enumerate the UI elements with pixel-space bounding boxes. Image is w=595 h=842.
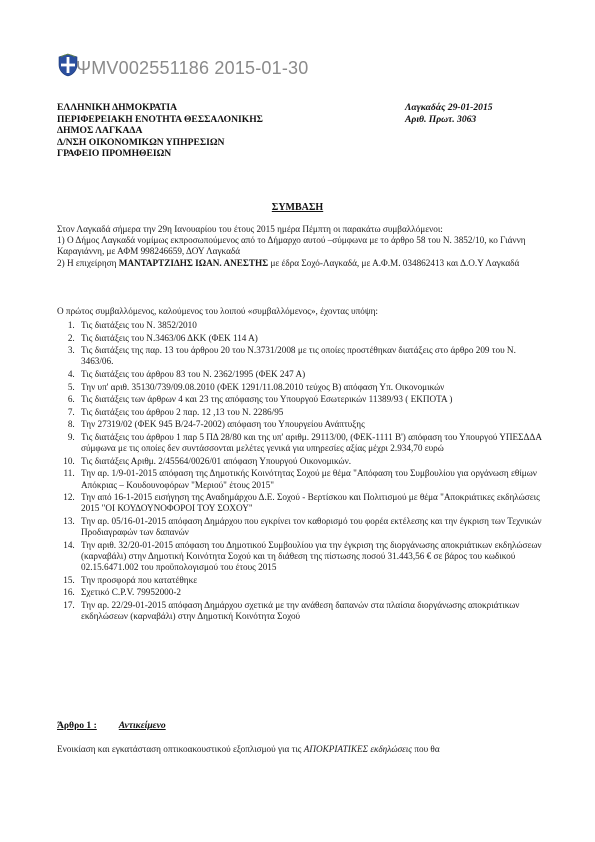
issuer-line: ΕΛΛΗΝΙΚΗ ΔΗΜΟΚΡΑΤΙΑ (57, 102, 178, 113)
list-item: 5. Την υπ' αριθ. 35130/739/09.08.2010 (ΦΕΚ 1291/11.08.2010 τεύχος Β) απόφαση Υπ. Οικονομικών (77, 382, 542, 393)
list-item: 4. Τις διατάξεις του άρθρου 83 του Ν. 2362/1995 (ΦΕΚ 247 Α) (77, 369, 542, 380)
issuer-block (57, 102, 263, 160)
list-item: 17. Την αρ. 22/29-01-2015 απόφαση Δημάρχου σχετικά με την ανάθεση δαπανών στα πλαίσια διοργάνωσης αποκριάτικων εκδηλώσεων (καρναβάλι) στην Δημοτική Κοινότητα Σοχού (77, 600, 542, 622)
intro-line: Στον Λαγκαδά σήμερα την 29η Ιανουαρίου του έτους 2015 ημέρα Πέμπτη οι παρακάτω συμβαλλόμενοι: (57, 224, 443, 234)
party-2-prefix: 2) Η επιχείρηση (57, 257, 119, 268)
list-item: 6. Τις διατάξεις των άρθρων 4 και 23 της απόφασης του Υπουργού Εσωτερικών 11389/93 ( ΕΚΠΟΤΑ ) (77, 394, 542, 405)
considerations-list (57, 320, 542, 624)
list-item: 2. Τις διατάξεις του Ν.3463/06 ΔΚΚ (ΦΕΚ 114 Α) (77, 333, 542, 344)
date-protocol-block (405, 102, 493, 125)
issuer-line: Δ/ΝΣΗ ΟΙΚΟΝΟΜΙΚΩΝ ΥΠΗΡΕΣΙΩΝ (57, 136, 225, 148)
document-title: ΣΥΜΒΑΣΗ (271, 202, 324, 213)
list-item: 7. Τις διατάξεις του άρθρου 2 παρ. 12 ,13 του Ν. 2286/95 (77, 407, 542, 418)
issuer-line: ΓΡΑΦΕΙΟ ΠΡΟΜΗΘΕΙΩΝ (57, 148, 172, 160)
article-heading (57, 720, 166, 731)
article-title: Αντικείμενο (118, 720, 166, 731)
issuer-line: ΠΕΡΙΦΕΡΕΙΑΚΗ ΕΝΟΤΗΤΑ ΘΕΣΣΑΛΟΝΙΚΗΣ (57, 113, 263, 125)
list-item: 15. Την προσφορά που κατατέθηκε (77, 575, 542, 586)
list-item: 3. Τις διατάξεις της παρ. 13 του άρθρου 20 του Ν.3731/2008 με τις οποίες προστέθηκαν διατάξεις στο άρθρο 209 του Ν. 3463/06. (77, 345, 542, 367)
considerations-lead: Ο πρώτος συμβαλλόμενος, καλούμενος του λοιπού «συμβαλλόμενος», έχοντας υπόψη: (57, 306, 378, 316)
list-item: 10. Τις διατάξεις Αριθμ. 2/45564/0026/01 απόφαση Υπουργού Οικονομικών. (77, 456, 542, 467)
list-item: 11. Την αρ. 1/9-01-2015 απόφαση της Δημοτικής Κοινότητας Σοχού με θέμα "Απόφαση του Συμβουλίου για οργάνωση εθίμων Απόκριας – Κουδουνοφόρων "Μεριού" έτους 2015" (77, 468, 542, 490)
list-item: 1. Τις διατάξεις του Ν. 3852/2010 (77, 320, 542, 331)
list-item: 9. Τις διατάξεις του άρθρου 1 παρ 5 ΠΔ 28/80 και της υπ' αριθμ. 29113/00, (ΦΕΚ-1111 Β') απόφαση του Υπουργού ΥΠΕΣΔΔΑ σύμφωνα με τις οποίες δεν συντάσσονται μελέτες γενικά για υπηρεσίες αξίας μέχρι 2.934,70 ευρώ (77, 432, 542, 454)
contractor-name: ΜΑΝΤΑΡΤΖΙΔΗΣ ΙΩΑΝ. ΑΝΕΣΤΗΣ (118, 257, 269, 268)
article-text (57, 744, 542, 755)
protocol-number: Αριθ. Πρωτ. 3063 (405, 113, 477, 125)
document-id-watermark: ΨΜV002551186 2015-01-30 (76, 58, 309, 78)
list-item: 16. Σχετικό C.P.V. 79952000-2 (77, 587, 542, 598)
list-item: 12. Την από 16-1-2015 εισήγηση της Αναδημάρχου Δ.Ε. Σοχού - Βερτίσκου και Πολιτισμού με θέμα "Αποκριάτικες εκδηλώσεις 2015 "ΟΙ ΚΟΥΔΟΥΝΟΦΟΡΟΙ ΤΟΥ ΣΟΧΟΥ" (77, 492, 542, 514)
document-date: Λαγκαδάς 29-01-2015 (405, 102, 493, 113)
list-item: 13. Την αρ. 05/16-01-2015 απόφαση Δημάρχου που εγκρίνει τον καθορισμό του φορέα εκτέλεσης και την έγκριση των Τεχνικών Προδιαγραφών των δαπανών (77, 516, 542, 538)
issuer-line: ΔΗΜΟΣ ΛΑΓΚΑΔΑ (57, 125, 143, 137)
party-2 (57, 258, 542, 269)
party-1: 1) Ο Δήμος Λαγκαδά νομίμως εκπροσωπούμενος από το Δήμαρχο αυτού –σύμφωνα με το άρθρο 58 του Ν. 3852/10, κο Γιάννη Καραγιάννη, με ΑΦΜ 998246659, ΔΟΥ Λαγκαδά (57, 235, 526, 257)
article-text-prefix: Ενοικίαση και εγκατάσταση οπτικοακουστικού εξοπλισμού για τις (57, 744, 304, 754)
list-item: 8. Την 27319/02 (ΦΕΚ 945 Β/24-7-2002) απόφαση του Υπουργείου Ανάπτυξης (77, 419, 542, 430)
article-text-italic: ΑΠΟΚΡΙΑΤΙΚΕΣ εκδηλώσεις (303, 744, 413, 754)
party-2-suffix: με έδρα Σοχό-Λαγκαδά, με Α.Φ.Μ. 034862413 και Δ.Ο.Υ Λαγκαδά (268, 257, 520, 268)
list-item: 14. Την αριθ. 32/20-01-2015 απόφαση του Δημοτικού Συμβουλίου για την έγκριση της διοργάνωσης αποκριάτικων εκδηλώσεων (καρναβάλι) στην Δημοτική Κοινότητα Σοχού και τη διάθεση της πίστωσης ποσού 31.443,56 € σε βάρος του κωδικού 02.15.6471.002 του προϋπολογισμού του έτους 2015 (77, 540, 542, 574)
article-text-suffix: που θα (412, 744, 440, 754)
article-label: Άρθρο 1 : (57, 720, 97, 731)
intro-paragraph (57, 224, 542, 269)
